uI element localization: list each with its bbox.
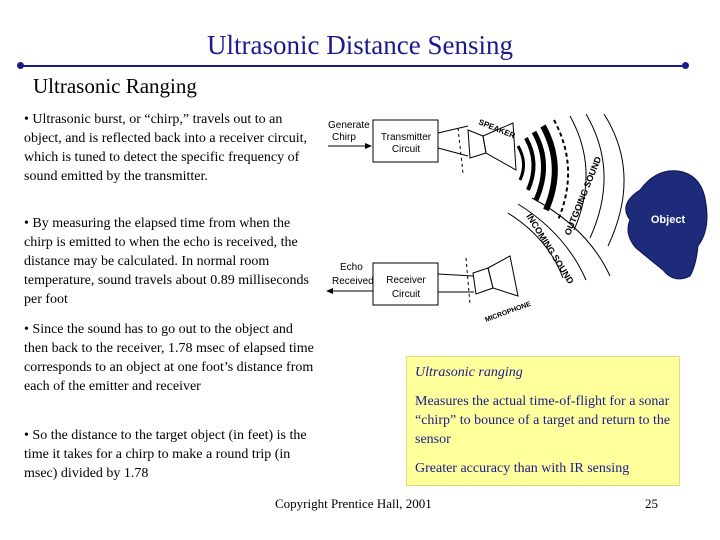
speaker-wire-top [438, 126, 468, 133]
receiver-label-line1: Receiver [386, 275, 426, 286]
copyright-footer: Copyright Prentice Hall, 2001 [275, 496, 432, 511]
generate-chirp-label-line2: Chirp [332, 132, 356, 143]
generate-chirp-label-line1: Generate [328, 120, 370, 131]
note-ir-comparison: Greater accuracy than with IR sensing [415, 461, 630, 476]
speaker-wire-bottom [438, 148, 468, 156]
microphone-icon [466, 256, 518, 304]
slide-title: Ultrasonic Distance Sensing [207, 30, 513, 60]
object-label: Object [650, 214, 686, 226]
transmitter-label-line2: Circuit [391, 144, 421, 155]
echo-received-label-line1: Echo [340, 262, 363, 273]
incoming-sound-label: INCOMING SOUND [524, 211, 576, 286]
ultrasonic-ranging-note [406, 356, 680, 486]
receiver-label-line2: Circuit [391, 289, 421, 300]
transmitter-label-line1: Transmitter [380, 132, 432, 143]
page-number: 25 [645, 496, 658, 511]
slide-subtitle: Ultrasonic Ranging [33, 74, 197, 98]
note-body: Measures the actual time-of-flight for a sonar “chirp” to bounce of a target and return to the sensor [415, 394, 671, 447]
mic-wire-top [438, 274, 473, 276]
echo-arrowhead [326, 288, 333, 294]
bullet-round-trip: • Since the sound has to go out to the object and then back to the receiver, 1.78 msec of elapsed time corresponds to an object at one foot’s distance from each of the emitter and receiver [24, 322, 314, 394]
speaker-label: SPEAKER [477, 117, 517, 141]
bullet-chirp: • Ultrasonic burst, or “chirp,” travels out to an object, and is reflected back into a receiver circuit, which is tuned to detect the specific frequency of sound emitted by the transmitter. [24, 112, 307, 184]
underline-right-dot [682, 62, 689, 69]
note-heading: Ultrasonic ranging [415, 365, 523, 380]
title-underline [20, 65, 685, 67]
microphone-label: MICROPHONE [484, 300, 533, 324]
ultrasonic-ranging-diagram [318, 108, 708, 333]
chirp-arrowhead [365, 143, 372, 149]
outgoing-sound-label: OUTGOING SOUND [562, 155, 604, 237]
echo-received-label-line2: Received [332, 276, 374, 287]
bullet-elapsed-time: • By measuring the elapsed time from when the chirp is emitted to when the echo is received, the distance may be calculated. In normal room temperature, sound travels about 0.89 milliseconds per foot [24, 216, 309, 307]
bullet-distance-formula: • So the distance to the target object (in feet) is the time it takes for a chirp to make a round trip (in msec) divided by 1.78 [24, 428, 307, 481]
underline-left-dot [17, 62, 24, 69]
